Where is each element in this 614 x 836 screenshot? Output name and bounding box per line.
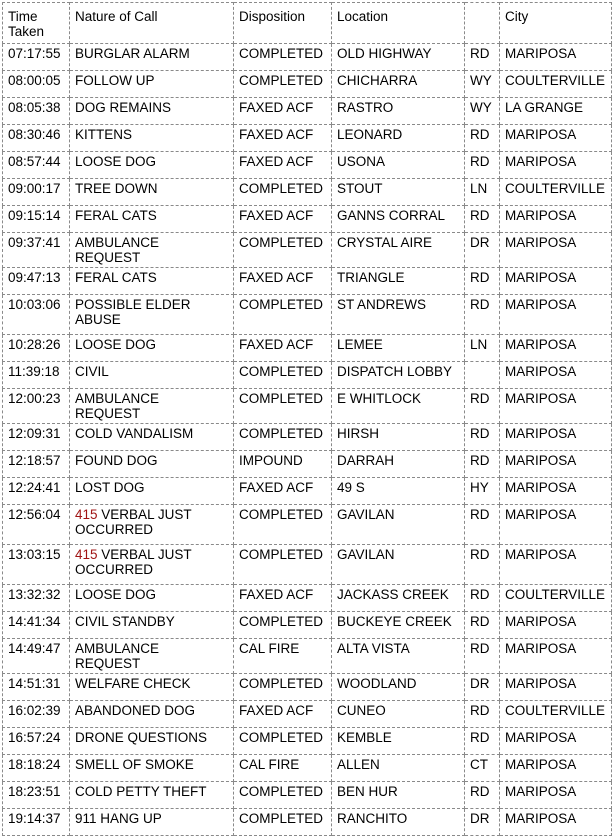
nature-text: SMELL OF SMOKE: [75, 757, 194, 772]
table-row: [3, 585, 612, 612]
cell-location: CRYSTAL AIRE: [332, 233, 465, 268]
cell-disposition: FAXED ACF: [234, 478, 332, 505]
nature-text: COLD PETTY THEFT: [75, 784, 207, 799]
cell-nature-of-call: [70, 152, 234, 179]
cell-nature-of-call: [70, 612, 234, 639]
cell-city: COULTERVILLE: [500, 179, 612, 206]
nature-text: FOUND DOG: [75, 453, 158, 468]
cell-city: MARIPOSA: [500, 206, 612, 233]
cell-nature-of-call: [70, 782, 234, 809]
cell-street-suffix: RD: [465, 206, 500, 233]
cell-city: MARIPOSA: [500, 125, 612, 152]
cell-location: STOUT: [332, 179, 465, 206]
cell-location: LEMEE: [332, 335, 465, 362]
cell-location: DARRAH: [332, 451, 465, 478]
cell-city: COULTERVILLE: [500, 71, 612, 98]
cell-disposition: CAL FIRE: [234, 639, 332, 674]
cell-location: BUCKEYE CREEK: [332, 612, 465, 639]
cell-location: KEMBLE: [332, 728, 465, 755]
cell-disposition: COMPLETED: [234, 809, 332, 836]
nature-code: 415: [75, 547, 98, 562]
table-row: [3, 545, 612, 585]
table-row: [3, 44, 612, 71]
cell-location: USONA: [332, 152, 465, 179]
cell-time-taken: 13:32:32: [3, 585, 70, 612]
nature-text: KITTENS: [75, 127, 133, 142]
cell-city: MARIPOSA: [500, 728, 612, 755]
cell-disposition: FAXED ACF: [234, 98, 332, 125]
cell-location: RASTRO: [332, 98, 465, 125]
cell-time-taken: 09:15:14: [3, 206, 70, 233]
nature-text: DOG REMAINS: [75, 100, 172, 115]
cell-disposition: COMPLETED: [234, 674, 332, 701]
cell-disposition: COMPLETED: [234, 233, 332, 268]
cell-disposition: COMPLETED: [234, 295, 332, 335]
cell-street-suffix: DR: [465, 809, 500, 836]
cell-nature-of-call: [70, 295, 234, 335]
cell-location: OLD HIGHWAY: [332, 44, 465, 71]
table-row: [3, 362, 612, 389]
cell-street-suffix: RD: [465, 44, 500, 71]
cell-time-taken: 08:00:05: [3, 71, 70, 98]
cell-time-taken: 16:57:24: [3, 728, 70, 755]
cell-nature-of-call: [70, 451, 234, 478]
table-row: [3, 424, 612, 451]
cell-nature-of-call: [70, 424, 234, 451]
cell-street-suffix: RD: [465, 389, 500, 424]
cell-street-suffix: RD: [465, 268, 500, 295]
cell-time-taken: 14:41:34: [3, 612, 70, 639]
table-row: [3, 179, 612, 206]
cell-time-taken: 12:00:23: [3, 389, 70, 424]
cell-location: CUNEO: [332, 701, 465, 728]
nature-text: WELFARE CHECK: [75, 676, 191, 691]
cell-nature-of-call: [70, 389, 234, 424]
cell-time-taken: 07:17:55: [3, 44, 70, 71]
cell-disposition: IMPOUND: [234, 451, 332, 478]
cell-street-suffix: RD: [465, 125, 500, 152]
nature-text: AMBULANCE REQUEST: [75, 391, 160, 421]
cell-nature-of-call: [70, 505, 234, 545]
nature-text: ABANDONED DOG: [75, 703, 196, 718]
cell-street-suffix: RD: [465, 295, 500, 335]
nature-text: FERAL CATS: [75, 270, 157, 285]
nature-text: LOOSE DOG: [75, 337, 157, 352]
nature-code: 415: [75, 507, 98, 522]
cell-street-suffix: RD: [465, 545, 500, 585]
cell-disposition: FAXED ACF: [234, 701, 332, 728]
nature-text: TREE DOWN: [75, 181, 158, 196]
cell-time-taken: 08:05:38: [3, 98, 70, 125]
cell-city: MARIPOSA: [500, 451, 612, 478]
cell-time-taken: 12:56:04: [3, 505, 70, 545]
cell-city: MARIPOSA: [500, 639, 612, 674]
cell-city: MARIPOSA: [500, 295, 612, 335]
cell-location: DISPATCH LOBBY: [332, 362, 465, 389]
cell-nature-of-call: [70, 233, 234, 268]
cell-nature-of-call: [70, 125, 234, 152]
cell-disposition: COMPLETED: [234, 505, 332, 545]
table-row: [3, 98, 612, 125]
cell-street-suffix: RD: [465, 639, 500, 674]
table-row: [3, 612, 612, 639]
cell-city: MARIPOSA: [500, 505, 612, 545]
cell-city: MARIPOSA: [500, 612, 612, 639]
cell-nature-of-call: [70, 755, 234, 782]
table-row: [3, 206, 612, 233]
nature-text: VERBAL JUST OCCURRED: [75, 547, 192, 577]
cell-city: COULTERVILLE: [500, 585, 612, 612]
cell-time-taken: 10:28:26: [3, 335, 70, 362]
cell-disposition: COMPLETED: [234, 782, 332, 809]
header-street-suffix: [465, 3, 500, 44]
table-row: [3, 268, 612, 295]
cell-time-taken: 08:30:46: [3, 125, 70, 152]
cell-street-suffix: DR: [465, 233, 500, 268]
table-row: [3, 674, 612, 701]
table-row: [3, 505, 612, 545]
nature-text: FOLLOW UP: [75, 73, 155, 88]
cell-time-taken: 12:09:31: [3, 424, 70, 451]
cell-time-taken: 09:47:13: [3, 268, 70, 295]
cell-nature-of-call: [70, 478, 234, 505]
cell-nature-of-call: [70, 179, 234, 206]
cell-city: MARIPOSA: [500, 335, 612, 362]
cell-time-taken: 14:49:47: [3, 639, 70, 674]
cell-street-suffix: RD: [465, 424, 500, 451]
table-row: [3, 701, 612, 728]
cell-street-suffix: WY: [465, 98, 500, 125]
cell-disposition: COMPLETED: [234, 612, 332, 639]
cell-disposition: FAXED ACF: [234, 206, 332, 233]
cell-disposition: COMPLETED: [234, 728, 332, 755]
cell-location: ALLEN: [332, 755, 465, 782]
cell-disposition: COMPLETED: [234, 362, 332, 389]
cell-time-taken: 18:18:24: [3, 755, 70, 782]
call-log-table: [2, 2, 612, 836]
table-row: [3, 389, 612, 424]
table-row: [3, 71, 612, 98]
cell-time-taken: 08:57:44: [3, 152, 70, 179]
table-row: [3, 233, 612, 268]
cell-disposition: COMPLETED: [234, 389, 332, 424]
cell-disposition: FAXED ACF: [234, 335, 332, 362]
cell-street-suffix: LN: [465, 335, 500, 362]
cell-disposition: FAXED ACF: [234, 125, 332, 152]
cell-city: MARIPOSA: [500, 362, 612, 389]
cell-time-taken: 12:18:57: [3, 451, 70, 478]
header-disposition: Disposition: [234, 3, 332, 44]
cell-city: MARIPOSA: [500, 233, 612, 268]
table-row: [3, 451, 612, 478]
table-row: [3, 125, 612, 152]
cell-time-taken: 13:03:15: [3, 545, 70, 585]
nature-text: POSSIBLE ELDER ABUSE: [75, 297, 191, 327]
nature-text: AMBULANCE REQUEST: [75, 235, 160, 265]
nature-text: VERBAL JUST OCCURRED: [75, 507, 192, 537]
cell-nature-of-call: [70, 585, 234, 612]
cell-city: COULTERVILLE: [500, 701, 612, 728]
cell-location: E WHITLOCK: [332, 389, 465, 424]
call-log-body: [3, 44, 612, 836]
cell-city: MARIPOSA: [500, 44, 612, 71]
cell-city: MARIPOSA: [500, 478, 612, 505]
cell-time-taken: 14:51:31: [3, 674, 70, 701]
cell-location: CHICHARRA: [332, 71, 465, 98]
cell-nature-of-call: [70, 545, 234, 585]
cell-location: GAVILAN: [332, 505, 465, 545]
cell-time-taken: 19:14:37: [3, 809, 70, 836]
cell-nature-of-call: [70, 268, 234, 295]
cell-disposition: COMPLETED: [234, 424, 332, 451]
cell-disposition: CAL FIRE: [234, 755, 332, 782]
cell-nature-of-call: [70, 728, 234, 755]
cell-nature-of-call: [70, 44, 234, 71]
cell-nature-of-call: [70, 98, 234, 125]
cell-location: ST ANDREWS: [332, 295, 465, 335]
cell-location: GAVILAN: [332, 545, 465, 585]
cell-street-suffix: RD: [465, 701, 500, 728]
cell-location: HIRSH: [332, 424, 465, 451]
cell-street-suffix: HY: [465, 478, 500, 505]
cell-location: BEN HUR: [332, 782, 465, 809]
table-row: [3, 728, 612, 755]
cell-street-suffix: RD: [465, 585, 500, 612]
cell-time-taken: 12:24:41: [3, 478, 70, 505]
cell-nature-of-call: [70, 701, 234, 728]
cell-nature-of-call: [70, 206, 234, 233]
cell-disposition: FAXED ACF: [234, 152, 332, 179]
table-row: [3, 809, 612, 836]
cell-disposition: COMPLETED: [234, 179, 332, 206]
cell-time-taken: 09:00:17: [3, 179, 70, 206]
cell-time-taken: 09:37:41: [3, 233, 70, 268]
cell-city: MARIPOSA: [500, 545, 612, 585]
cell-nature-of-call: [70, 809, 234, 836]
cell-street-suffix: RD: [465, 782, 500, 809]
cell-city: LA GRANGE: [500, 98, 612, 125]
cell-time-taken: 16:02:39: [3, 701, 70, 728]
cell-disposition: FAXED ACF: [234, 268, 332, 295]
cell-street-suffix: RD: [465, 728, 500, 755]
nature-text: AMBULANCE REQUEST: [75, 641, 160, 671]
cell-disposition: COMPLETED: [234, 44, 332, 71]
table-row: [3, 335, 612, 362]
header-row: [3, 3, 612, 44]
cell-nature-of-call: [70, 362, 234, 389]
cell-city: MARIPOSA: [500, 389, 612, 424]
cell-city: MARIPOSA: [500, 782, 612, 809]
table-row: [3, 755, 612, 782]
cell-street-suffix: DR: [465, 674, 500, 701]
header-location: Location: [332, 3, 465, 44]
nature-text: CIVIL: [75, 364, 109, 379]
nature-text: BURGLAR ALARM: [75, 46, 190, 61]
header-city: City: [500, 3, 612, 44]
nature-text: COLD VANDALISM: [75, 426, 194, 441]
cell-street-suffix: RD: [465, 451, 500, 478]
cell-location: JACKASS CREEK: [332, 585, 465, 612]
cell-city: MARIPOSA: [500, 424, 612, 451]
cell-street-suffix: [465, 362, 500, 389]
nature-text: DRONE QUESTIONS: [75, 730, 208, 745]
cell-location: GANNS CORRAL: [332, 206, 465, 233]
cell-nature-of-call: [70, 639, 234, 674]
cell-location: TRIANGLE: [332, 268, 465, 295]
cell-street-suffix: LN: [465, 179, 500, 206]
header-time-taken: Time Taken: [3, 3, 70, 44]
cell-time-taken: 18:23:51: [3, 782, 70, 809]
cell-disposition: COMPLETED: [234, 71, 332, 98]
cell-nature-of-call: [70, 674, 234, 701]
cell-street-suffix: CT: [465, 755, 500, 782]
cell-location: 49 S: [332, 478, 465, 505]
cell-location: RANCHITO: [332, 809, 465, 836]
table-row: [3, 478, 612, 505]
cell-city: MARIPOSA: [500, 152, 612, 179]
cell-location: LEONARD: [332, 125, 465, 152]
cell-street-suffix: RD: [465, 152, 500, 179]
header-nature-of-call: Nature of Call: [70, 3, 234, 44]
nature-text: LOOSE DOG: [75, 587, 157, 602]
cell-time-taken: 11:39:18: [3, 362, 70, 389]
cell-city: MARIPOSA: [500, 268, 612, 295]
cell-location: ALTA VISTA: [332, 639, 465, 674]
cell-street-suffix: RD: [465, 612, 500, 639]
cell-street-suffix: RD: [465, 505, 500, 545]
nature-text: LOOSE DOG: [75, 154, 157, 169]
cell-disposition: COMPLETED: [234, 545, 332, 585]
cell-city: MARIPOSA: [500, 809, 612, 836]
table-row: [3, 152, 612, 179]
cell-street-suffix: WY: [465, 71, 500, 98]
cell-city: MARIPOSA: [500, 674, 612, 701]
table-row: [3, 295, 612, 335]
table-row: [3, 639, 612, 674]
cell-nature-of-call: [70, 335, 234, 362]
nature-text: 911 HANG UP: [75, 811, 162, 826]
nature-text: LOST DOG: [75, 480, 145, 495]
nature-text: FERAL CATS: [75, 208, 157, 223]
nature-text: CIVIL STANDBY: [75, 614, 175, 629]
cell-city: MARIPOSA: [500, 755, 612, 782]
cell-nature-of-call: [70, 71, 234, 98]
cell-location: WOODLAND: [332, 674, 465, 701]
table-row: [3, 782, 612, 809]
cell-time-taken: 10:03:06: [3, 295, 70, 335]
cell-disposition: FAXED ACF: [234, 585, 332, 612]
